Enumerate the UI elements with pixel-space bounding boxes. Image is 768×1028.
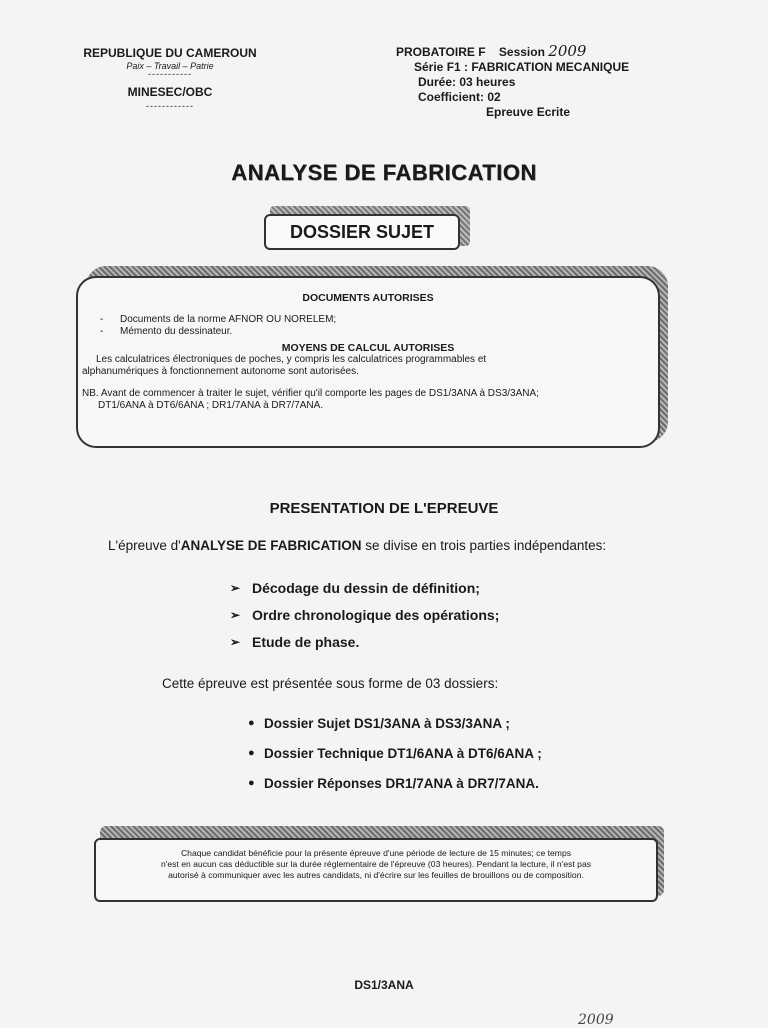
exam-line	[396, 44, 629, 60]
intro-text-bold: ANALYSE DE FABRICATION	[180, 538, 362, 553]
nb-note: DT1/6ANA à DT6/6ANA ; DR1/7ANA à DR7/7ANA.	[98, 400, 324, 411]
dossier-sujet-box: DOSSIER SUJET	[264, 214, 460, 250]
separator: ------------	[146, 101, 194, 111]
section-title: PRESENTATION DE L'EPREUVE	[269, 500, 499, 517]
header-right	[396, 44, 629, 120]
intro-text-pre: L'épreuve d'	[108, 538, 181, 553]
calc-heading: MOYENS DE CALCUL AUTORISES	[281, 342, 455, 354]
intro-text-post: se divise en trois parties indépendantes:	[361, 538, 607, 553]
parts-list	[230, 574, 499, 655]
page-title: ANALYSE DE FABRICATION	[231, 160, 537, 185]
list-item: - Documents de la norme AFNOR OU NORELEM;	[78, 314, 658, 326]
dossier-label: Dossier Sujet DS1/3ANA à DS3/3ANA ;	[264, 715, 510, 731]
calc-text: alphanumériques à fonctionnement autonome sont autorisées.	[82, 366, 359, 377]
duration: Durée: 03 heures	[418, 75, 516, 89]
part-label: Ordre chronologique des opérations;	[252, 606, 500, 623]
coefficient: Coefficient: 02	[418, 90, 501, 104]
session-label: Session	[498, 45, 545, 59]
bullet-icon: ●	[248, 717, 255, 729]
documents-heading: DOCUMENTS AUTORISES	[302, 292, 434, 304]
arrow-bullet-icon: ➢	[230, 607, 241, 622]
documents-list	[78, 314, 658, 338]
bullet-icon: ●	[248, 747, 255, 759]
exam-name: PROBATOIRE F	[396, 45, 486, 59]
documents-box	[76, 276, 660, 448]
nb-note: NB. Avant de commencer à traiter le sujet, vérifier qu'il comporte les pages de DS1/3ANA à DS3/3ANA;	[82, 388, 539, 399]
list-item	[248, 708, 542, 738]
intro-text	[108, 538, 606, 553]
reading-time-note	[94, 838, 658, 902]
arrow-bullet-icon: ➢	[230, 634, 241, 649]
calc-text: Les calculatrices électroniques de poches, y compris les calculatrices programmables et	[96, 354, 487, 365]
dossier-label: Dossier Technique DT1/6ANA à DT6/6ANA ;	[264, 745, 542, 761]
motto: Paix – Travail – Patrie	[126, 61, 214, 71]
dossier-label: Dossier Réponses DR1/7ANA à DR7/7ANA.	[264, 775, 539, 791]
separator: -----------	[148, 69, 192, 79]
note-line: Chaque candidat bénéficie pour la présente épreuve d'une période de lecture de 15 minutes; ce temps	[180, 848, 572, 858]
list-item	[230, 574, 499, 601]
note-line: n'est en aucun cas déductible sur la durée réglementaire de l'épreuve (03 heures). Pendant la lecture, il n'est pas	[160, 859, 592, 869]
ministry: MINESEC/OBC	[127, 85, 213, 99]
list-item	[230, 628, 499, 655]
list-item	[248, 768, 542, 798]
handwritten-mark: 2009	[578, 1012, 614, 1028]
country-name: REPUBLIQUE DU CAMEROUN	[83, 46, 257, 60]
dossiers-list	[248, 708, 542, 798]
serie: Série F1 : FABRICATION MECANIQUE	[414, 60, 630, 74]
dossiers-intro: Cette épreuve est présentée sous forme de 03 dossiers:	[162, 676, 499, 691]
list-item	[248, 738, 542, 768]
header-left	[60, 46, 280, 111]
exam-type: Epreuve Ecrite	[486, 105, 571, 119]
session-year: 2009	[548, 42, 587, 60]
part-label: Etude de phase.	[252, 633, 360, 650]
arrow-bullet-icon: ➢	[230, 580, 241, 595]
part-label: Décodage du dessin de définition;	[252, 579, 480, 596]
list-item	[230, 601, 499, 628]
note-line: autorisé à communiquer avec les autres candidats, ni d'écrire sur les feuilles de brouillons ou de composition.	[168, 870, 584, 880]
page-footer: DS1/3ANA	[354, 978, 414, 992]
bullet-icon: ●	[248, 777, 255, 789]
list-item: - Mémento du dessinateur.	[78, 326, 658, 338]
